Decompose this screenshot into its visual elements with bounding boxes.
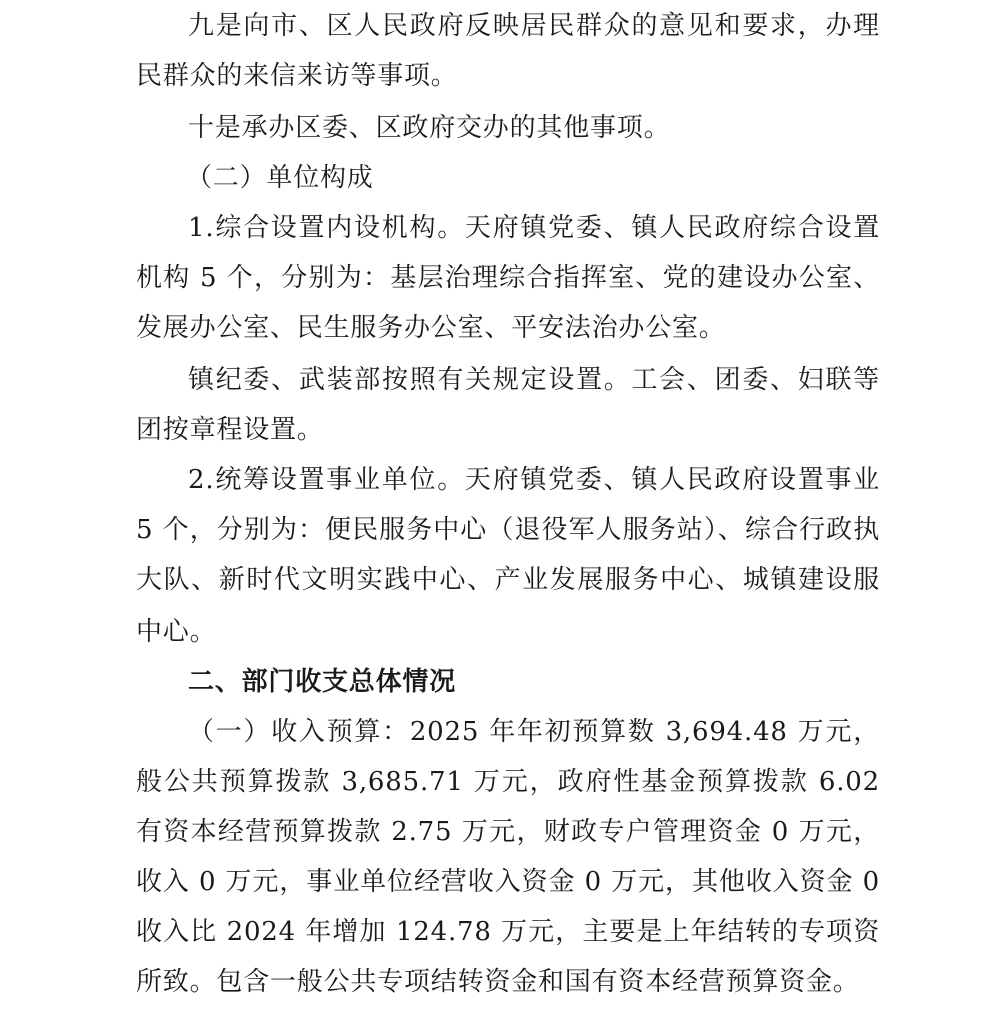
text-line: 九是向市、区人民政府反映居民群众的意见和要求，办理 xyxy=(188,11,880,41)
text-line: 机构 5 个，分别为：基层治理综合指挥室、党的建设办公室、 xyxy=(136,263,880,293)
text-line: （一）收入预算：2025 年年初预算数 3,694.48 万元， xyxy=(188,717,880,747)
text-line: 民群众的来信来访等事项。 xyxy=(136,61,458,91)
text-line: 十是承办区委、区政府交办的其他事项。 xyxy=(188,113,671,143)
text-line: 收入比 2024 年增加 124.78 万元，主要是上年结转的专项资 xyxy=(136,917,880,947)
section-heading: 二、部门收支总体情况 xyxy=(188,667,457,697)
section-heading: （二）单位构成 xyxy=(186,163,374,193)
text-line: 所致。包含一般公共专项结转资金和国有资本经营预算资金。 xyxy=(136,967,860,997)
text-line: 5 个，分别为：便民服务中心（退役军人服务站）、综合行政执 xyxy=(136,515,880,545)
text-line: 镇纪委、武装部按照有关规定设置。工会、团委、妇联等 xyxy=(188,365,880,395)
text-line: 大队、新时代文明实践中心、产业发展服务中心、城镇建设服 xyxy=(136,565,880,595)
text-line: 发展办公室、民生服务办公室、平安法治办公室。 xyxy=(136,313,726,343)
text-line: 收入 0 万元，事业单位经营收入资金 0 万元，其他收入资金 0 xyxy=(136,867,880,897)
text-line: 2.统筹设置事业单位。天府镇党委、镇人民政府设置事业 xyxy=(188,465,880,495)
text-line: 团按章程设置。 xyxy=(136,415,324,445)
text-line: 1.综合设置内设机构。天府镇党委、镇人民政府综合设置 xyxy=(188,213,880,243)
text-line: 中心。 xyxy=(136,617,217,647)
text-line: 般公共预算拨款 3,685.71 万元，政府性基金预算拨款 6.02 xyxy=(136,767,880,797)
text-line: 有资本经营预算拨款 2.75 万元，财政专户管理资金 0 万元， xyxy=(136,817,880,847)
